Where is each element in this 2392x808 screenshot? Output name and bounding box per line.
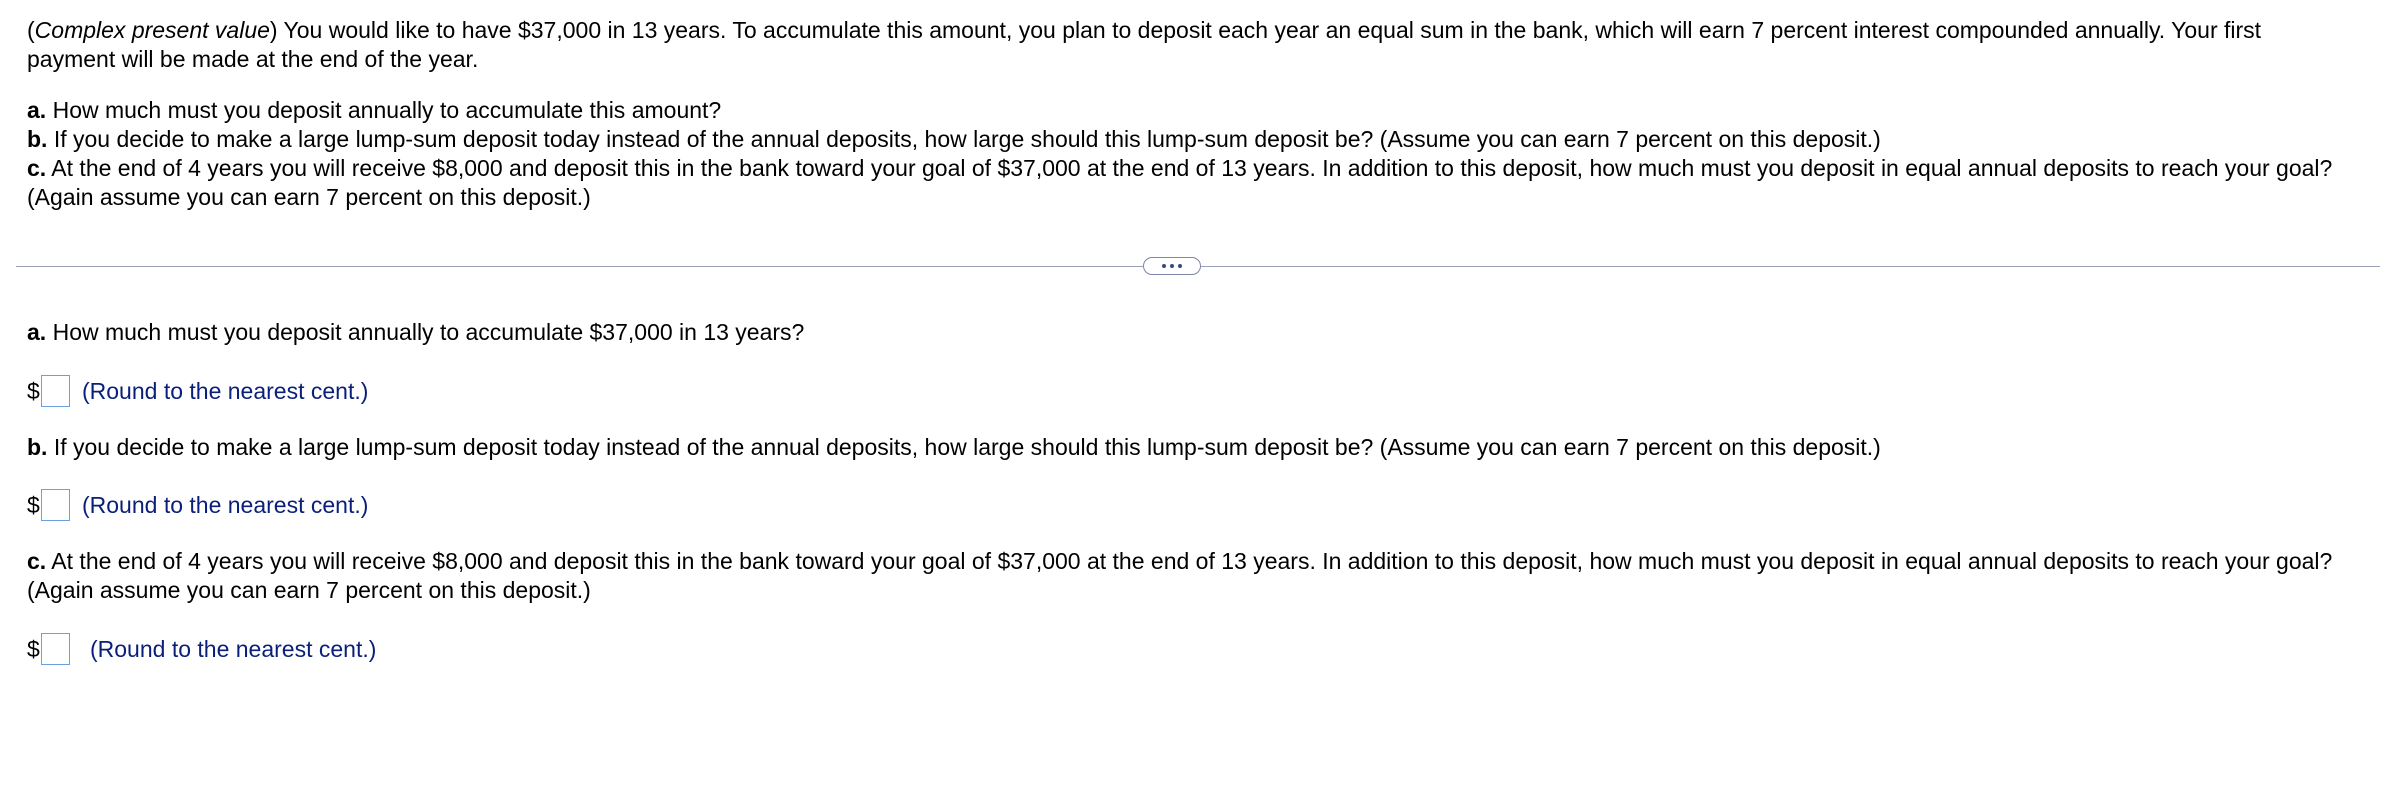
question-text: At the end of 4 years you will receive $8,000 and deposit this in the bank toward your goal of $37,000 at the end of 13 years. In addition to this deposit, how much must you deposit in equal annual deposits to reach your goal? (Again assume you can earn 7 percent on this deposit.) (27, 548, 2333, 603)
answer-input-b[interactable] (41, 489, 70, 521)
answer-row-c (27, 632, 376, 666)
currency-symbol: $ (27, 377, 40, 404)
ellipsis-icon (1178, 264, 1182, 268)
problem-intro-text: ) You would like to have $37,000 in 13 years. To accumulate this amount, you plan to deposit each year an equal sum in the bank, which will earn 7 percent interest compounded annually. Your first payment will be made at the end of the year. (27, 17, 2262, 72)
problem-part-b: b. If you decide to make a large lump-sum deposit today instead of the annual deposits, how large should this lump-sum deposit be? (Assume you can earn 7 percent on this deposit.) (27, 126, 1881, 152)
question-text: How much must you deposit annually to accumulate $37,000 in 13 years? (46, 319, 805, 345)
question-text: If you decide to make a large lump-sum deposit today instead of the annual deposits, how large should this lump-sum deposit be? (Assume you can earn 7 percent on this deposit.) (47, 434, 1881, 460)
problem-intro: (Complex present value) You would like to have $37,000 in 13 years. To accumulate this amount, you plan to deposit each year an equal sum in the bank, which will earn 7 percent interest compounded annually. Your first payment will be made at the end of the year. (27, 17, 2262, 72)
question-b (27, 433, 2347, 462)
question-letter: c. (27, 548, 47, 574)
question-letter: b. (27, 434, 48, 460)
answer-row-b (27, 488, 368, 522)
rounding-hint: (Round to the nearest cent.) (82, 491, 369, 518)
currency-symbol: $ (27, 491, 40, 518)
answer-input-a[interactable] (41, 375, 70, 407)
answer-row-a (27, 374, 368, 408)
problem-title: Complex present value (34, 17, 270, 43)
question-c (27, 547, 2347, 605)
answer-input-c[interactable] (41, 633, 70, 665)
question-letter: a. (27, 319, 47, 345)
expand-more-button[interactable] (1143, 257, 1201, 275)
rounding-hint: (Round to the nearest cent.) (82, 377, 369, 404)
problem-part-c: c. At the end of 4 years you will receive $8,000 and deposit this in the bank toward your goal of $37,000 at the end of 13 years. In addition to this deposit, how much must you deposit in equal annual deposits to reach your goal? (Again assume you can earn 7 percent on this deposit.) (27, 155, 2333, 210)
spacer (27, 74, 2347, 96)
problem-statement (27, 16, 2347, 212)
ellipsis-icon (1170, 264, 1174, 268)
currency-symbol: $ (27, 635, 40, 662)
ellipsis-icon (1162, 264, 1166, 268)
rounding-hint: (Round to the nearest cent.) (90, 635, 377, 662)
question-a (27, 318, 2347, 347)
problem-part-a: a. How much must you deposit annually to accumulate this amount? (27, 97, 722, 123)
